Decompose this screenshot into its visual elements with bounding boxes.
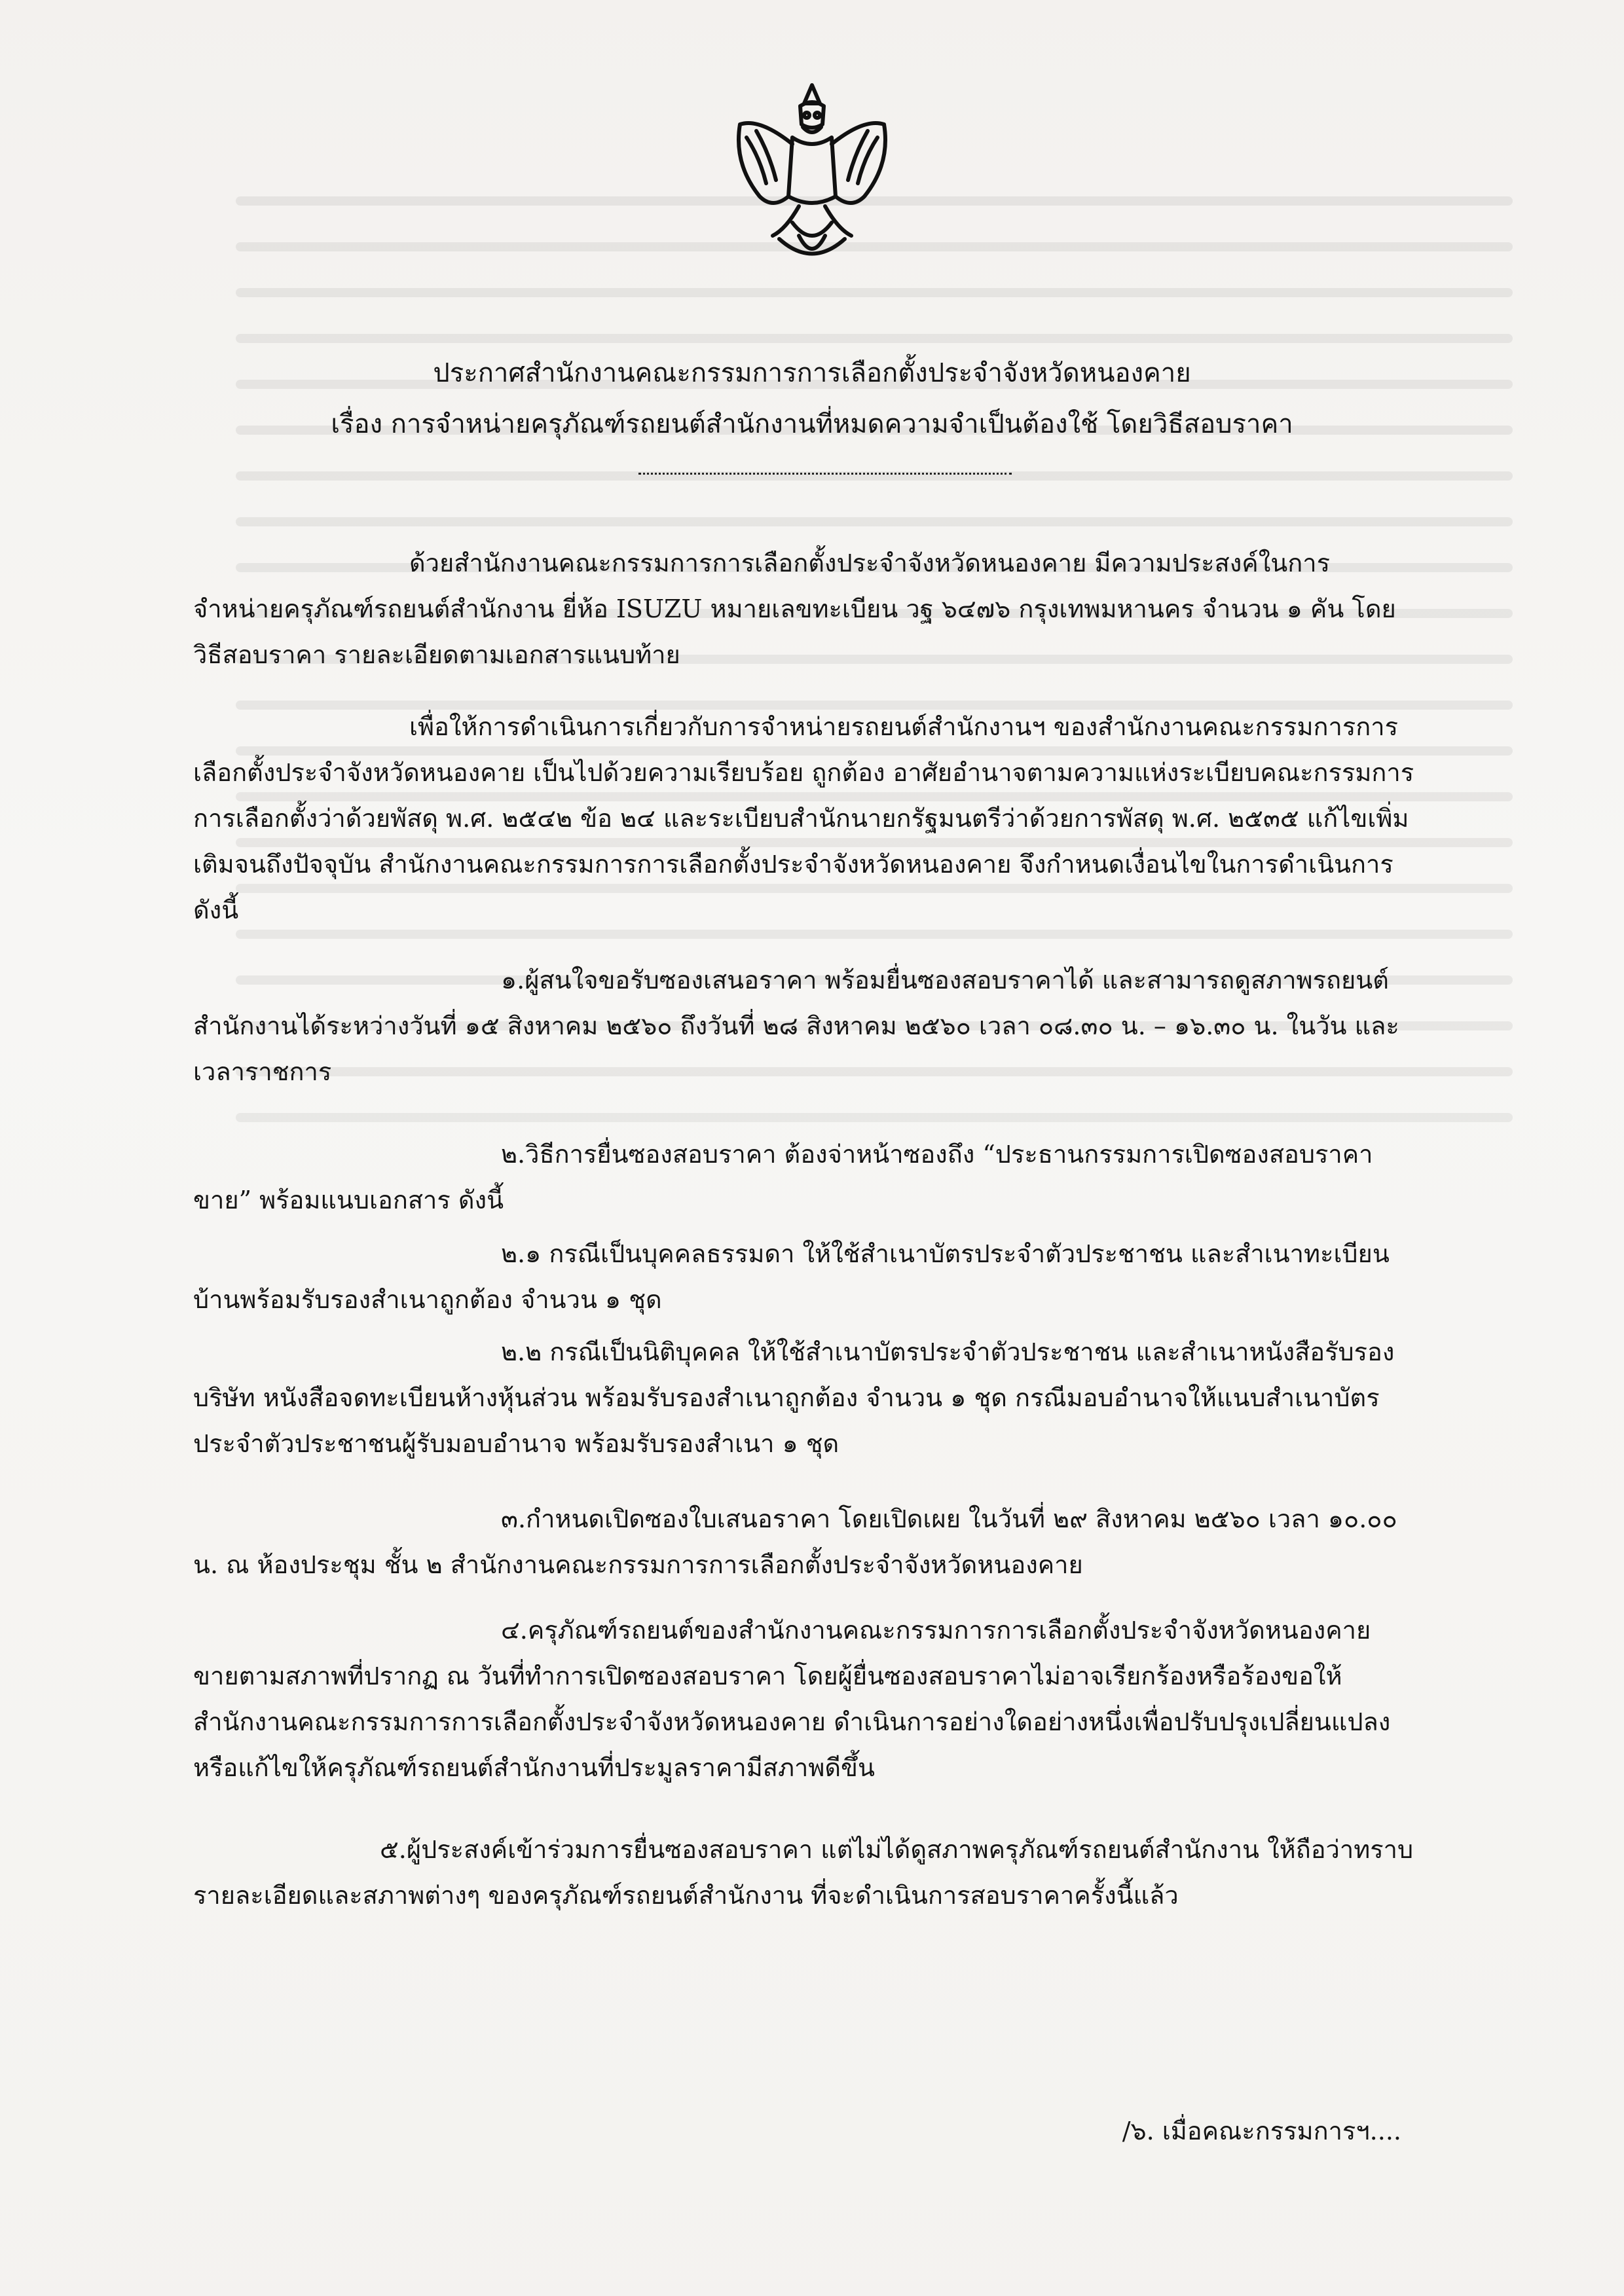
intro-text: ด้วยสำนักงานคณะกรรมการการเลือกตั้งประจำจังหวัดหนองคาย มีความประสงค์ในการจำหน่ายครุภัณฑ์รถยนต์สำนักงาน ยี่ห้อ ISUZU หมายเลขทะเบียน วฐ ๖๔๗๖ กรุงเทพมหานคร จำนวน ๑ คัน โดยวิธีสอบราคา รายละเอียดตามเอกสารแนบท้าย [193,549,1396,669]
clause-1-text: ๑.ผู้สนใจขอรับซองเสนอราคา พร้อมยื่นซองสอบราคาได้ และสามารถดูสภาพรถยนต์สำนักงานได้ระหว่างวันที่ ๑๕ สิงหาคม ๒๕๖๐ ถึงวันที่ ๒๘ สิงหาคม ๒๕๖๐ เวลา ๐๘.๓๐ น. – ๑๖.๓๐ น. ในวัน และเวลาราชการ [193,966,1399,1086]
clause-3-text: ๓.กำหนดเปิดซองใบเสนอราคา โดยเปิดเผย ในวันที่ ๒๙ สิงหาคม ๒๕๖๐ เวลา ๑๐.๐๐ น. ณ ห้องประชุม ชั้น ๒ สำนักงานคณะกรรมการการเลือกตั้งประจำจังหวัดหนองคาย [193,1504,1397,1579]
clause-2-1-text: ๒.๑ กรณีเป็นบุคคลธรรมดา ให้ใช้สำเนาบัตรประจำตัวประชาชน และสำเนาทะเบียนบ้านพร้อมรับรองสำเนาถูกต้อง จำนวน ๑ ชุด [193,1239,1390,1314]
purpose-text: เพื่อให้การดำเนินการเกี่ยวกับการจำหน่ายรถยนต์สำนักงานฯ ของสำนักงานคณะกรรมการการเลือกตั้งประจำจังหวัดหนองคาย เป็นไปด้วยความเรียบร้อย ถูกต้อง อาศัยอำนาจตามความแห่งระเบียบคณะกรรมการการเลือกตั้งว่าด้วยพัสดุ พ.ศ. ๒๕๔๒ ข้อ ๒๔ และระเบียบสำนักนายกรัฐมนตรีว่าด้วยการพัสดุ พ.ศ. ๒๕๓๕ แก้ไขเพิ่มเติมจนถึงปัจจุบัน สำนักงานคณะกรรมการการเลือกตั้งประจำจังหวัดหนองคาย จึงกำหนดเงื่อนไขในการดำเนินการ ดังนี้ [193,712,1414,924]
clause-2-text: ๒.วิธีการยื่นซองสอบราคา ต้องจ่าหน้าซองถึง “ประธานกรรมการเปิดซองสอบราคาขาย” พร้อมแนบเอกสาร ดังนี้ [193,1140,1373,1214]
clause-2-2-text: ๒.๒ กรณีเป็นนิติบุคคล ให้ใช้สำเนาบัตรประจำตัวประชาชน และสำเนาหนังสือรับรองบริษัท หนังสือจดทะเบียนห้างหุ้นส่วน พร้อมรับรองสำเนาถูกต้อง จำนวน ๑ ชุด กรณีมอบอำนาจให้แนบสำเนาบัตรประจำตัวประชาชนผู้รับมอบอำนาจ พร้อมรับรองสำเนา ๑ ชุด [193,1338,1395,1458]
clause-4-text: ๔.ครุภัณฑ์รถยนต์ของสำนักงานคณะกรรมการการเลือกตั้งประจำจังหวัดหนองคาย ขายตามสภาพที่ปรากฏ ณ วันที่ทำการเปิดซองสอบราคา โดยผู้ยื่นซองสอบราคาไม่อาจเรียกร้องหรือร้องขอให้สำนักงานคณะกรรมการการเลือกตั้งประจำจังหวัดหนองคาย ดำเนินการอย่างใดอย่างหนึ่งเพื่อปรับปรุงเปลี่ยนแปลงหรือแก้ไขให้ครุภัณฑ์รถยนต์สำนักงานที่ประมูลราคามีสภาพดีขึ้น [193,1616,1391,1782]
clause-2-1 [193,1231,1418,1322]
clause-3 [193,1496,1418,1588]
clause-5 [193,1827,1418,1918]
clause-2-2 [193,1329,1418,1467]
announcement-title: ประกาศสำนักงานคณะกรรมการการเลือกตั้งประจำจังหวัดหนองคาย [433,358,1191,388]
clause-4 [193,1607,1418,1791]
clause-2 [193,1131,1418,1223]
intro-paragraph [193,540,1418,678]
garuda-emblem-icon [720,72,904,268]
subject-line: เรื่อง การจำหน่ายครุภัณฑ์รถยนต์สำนักงานที่หมดความจำเป็นต้องใช้ โดยวิธีสอบราคา [331,409,1293,439]
clause-1 [193,957,1418,1095]
dotted-divider [638,473,1012,475]
purpose-paragraph [193,704,1418,933]
continuation-note: /๖. เมื่อคณะกรรมการฯ.... [1122,2117,1401,2145]
clause-5-text: ๕.ผู้ประสงค์เข้าร่วมการยื่นซองสอบราคา แต่ไม่ได้ดูสภาพครุภัณฑ์รถยนต์สำนักงาน ให้ถือว่าทราบรายละเอียดและสภาพต่างๆ ของครุภัณฑ์รถยนต์สำนักงาน ที่จะดำเนินการสอบราคาครั้งนี้แล้ว [193,1835,1414,1910]
